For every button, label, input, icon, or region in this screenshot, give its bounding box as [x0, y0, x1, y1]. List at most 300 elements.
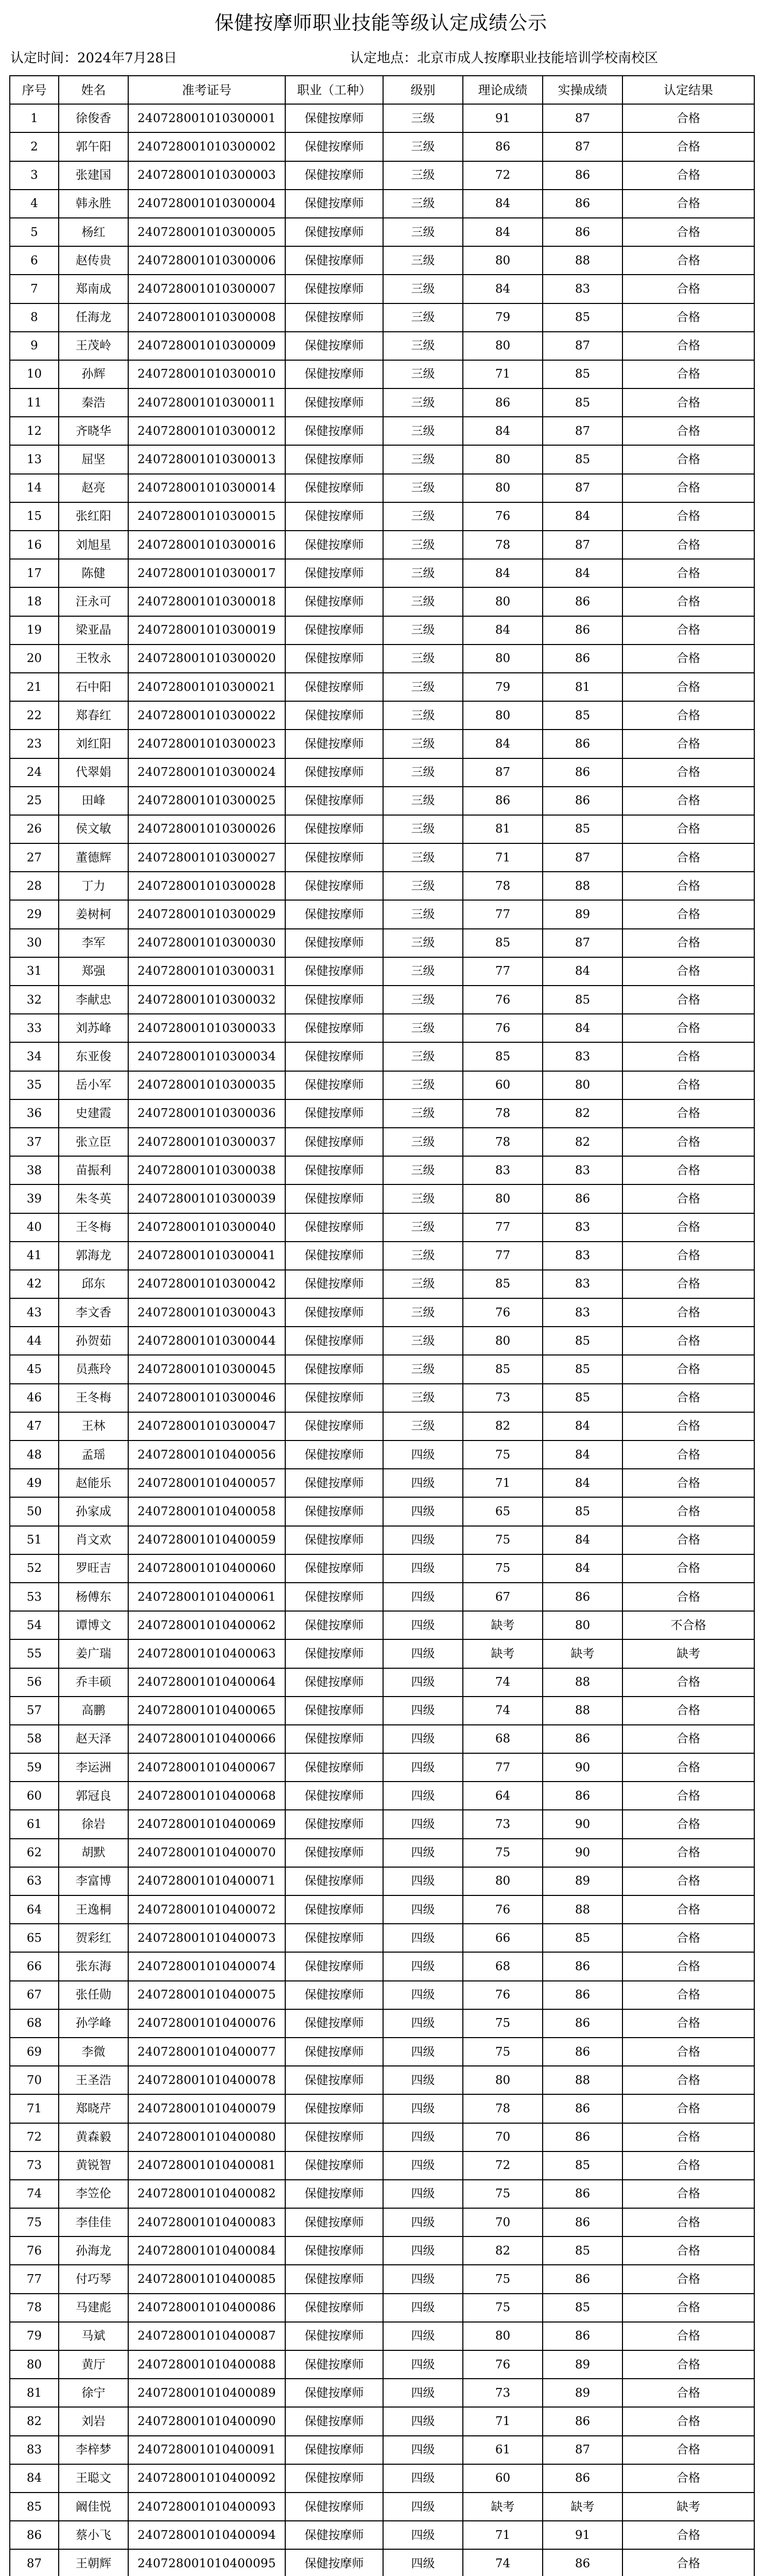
- table-row: [10, 531, 754, 559]
- header-ticket-number: 准考证号: [128, 76, 285, 104]
- cell-occupation: 保健按摩师: [285, 190, 383, 218]
- cell-name: 黄锐智: [59, 2151, 128, 2180]
- cell-ticket-number: 240728001010300044: [128, 1327, 285, 1355]
- cell-theory-score: 84: [463, 559, 543, 587]
- cell-occupation: 保健按摩师: [285, 1526, 383, 1554]
- cell-index: 20: [10, 645, 59, 673]
- cell-theory-score: 80: [463, 1327, 543, 1355]
- cell-occupation: 保健按摩师: [285, 1952, 383, 1980]
- cell-ticket-number: 240728001010300038: [128, 1156, 285, 1184]
- cell-name: 孟瑶: [59, 1440, 128, 1469]
- cell-level: 三级: [383, 1128, 463, 1156]
- table-row: [10, 190, 754, 218]
- cell-occupation: 保健按摩师: [285, 701, 383, 730]
- cell-level: 三级: [383, 303, 463, 332]
- cell-occupation: 保健按摩师: [285, 161, 383, 190]
- cell-practice-score: 86: [543, 2123, 622, 2151]
- cell-level: 三级: [383, 1071, 463, 1099]
- cell-index: 49: [10, 1469, 59, 1497]
- cell-index: 44: [10, 1327, 59, 1355]
- cell-name: 孙贺茹: [59, 1327, 128, 1355]
- table-row: [10, 787, 754, 815]
- table-row: [10, 2066, 754, 2094]
- cell-level: 四级: [383, 2208, 463, 2236]
- cell-name: 付巧琴: [59, 2265, 128, 2293]
- cell-index: 62: [10, 1839, 59, 1867]
- cell-practice-score: 86: [543, 587, 622, 616]
- cell-practice-score: 89: [543, 1867, 622, 1895]
- header-occupation: 职业（工种）: [285, 76, 383, 104]
- cell-theory-score: 77: [463, 1213, 543, 1242]
- cell-index: 4: [10, 190, 59, 218]
- cell-theory-score: 70: [463, 2208, 543, 2236]
- cell-practice-score: 86: [543, 2180, 622, 2208]
- table-row: [10, 1213, 754, 1242]
- table-row: [10, 872, 754, 900]
- cell-result: 合格: [622, 502, 754, 531]
- cell-practice-score: 81: [543, 673, 622, 701]
- cell-index: 43: [10, 1298, 59, 1327]
- cell-practice-score: 84: [543, 1554, 622, 1583]
- cell-name: 苗振利: [59, 1156, 128, 1184]
- cell-level: 四级: [383, 1753, 463, 1782]
- cell-result: 合格: [622, 531, 754, 559]
- cell-occupation: 保健按摩师: [285, 1440, 383, 1469]
- cell-level: 三级: [383, 1156, 463, 1184]
- cell-practice-score: 86: [543, 161, 622, 190]
- table-row: [10, 218, 754, 246]
- cell-practice-score: 87: [543, 104, 622, 132]
- cell-occupation: 保健按摩师: [285, 2009, 383, 2038]
- cell-practice-score: 89: [543, 900, 622, 928]
- cell-result: 合格: [622, 1753, 754, 1782]
- table-row: [10, 900, 754, 928]
- cell-practice-score: 89: [543, 2379, 622, 2407]
- cell-level: 三级: [383, 872, 463, 900]
- table-row: [10, 1639, 754, 1668]
- cell-occupation: 保健按摩师: [285, 2521, 383, 2549]
- cell-ticket-number: 240728001010300004: [128, 190, 285, 218]
- cell-ticket-number: 240728001010300041: [128, 1242, 285, 1270]
- cell-level: 四级: [383, 1867, 463, 1895]
- cell-level: 四级: [383, 1952, 463, 1980]
- cell-practice-score: 85: [543, 701, 622, 730]
- cell-name: 孙辉: [59, 360, 128, 388]
- cell-level: 三级: [383, 1042, 463, 1071]
- cell-occupation: 保健按摩师: [285, 2066, 383, 2094]
- cell-name: 徐俊香: [59, 104, 128, 132]
- table-row: [10, 1184, 754, 1213]
- cell-practice-score: 86: [543, 1981, 622, 2009]
- cell-name: 刘旭星: [59, 531, 128, 559]
- cell-level: 四级: [383, 1782, 463, 1810]
- cell-index: 2: [10, 132, 59, 161]
- cell-theory-score: 71: [463, 2521, 543, 2549]
- cell-practice-score: 87: [543, 843, 622, 872]
- cell-level: 四级: [383, 2066, 463, 2094]
- cell-result: 合格: [622, 1156, 754, 1184]
- cell-name: 胡默: [59, 1839, 128, 1867]
- cell-level: 四级: [383, 2407, 463, 2435]
- cell-index: 77: [10, 2265, 59, 2293]
- cell-name: 马建彪: [59, 2294, 128, 2322]
- cell-theory-score: 80: [463, 2066, 543, 2094]
- cell-practice-score: 87: [543, 474, 622, 502]
- cell-index: 16: [10, 531, 59, 559]
- cell-level: 三级: [383, 1099, 463, 1128]
- cell-result: 合格: [622, 1298, 754, 1327]
- table-row: [10, 1242, 754, 1270]
- cell-result: 合格: [622, 1014, 754, 1042]
- cell-result: 合格: [622, 1981, 754, 2009]
- cell-practice-score: 90: [543, 1810, 622, 1838]
- cell-occupation: 保健按摩师: [285, 1867, 383, 1895]
- cell-level: 三级: [383, 730, 463, 758]
- cell-result: 合格: [622, 1782, 754, 1810]
- cell-level: 四级: [383, 2379, 463, 2407]
- cell-level: 四级: [383, 1668, 463, 1697]
- cell-occupation: 保健按摩师: [285, 388, 383, 417]
- cell-theory-score: 71: [463, 1469, 543, 1497]
- table-row: [10, 1497, 754, 1526]
- cell-theory-score: 缺考: [463, 2493, 543, 2521]
- cell-practice-score: 85: [543, 1384, 622, 1412]
- cell-occupation: 保健按摩师: [285, 2038, 383, 2066]
- cell-name: 丁力: [59, 872, 128, 900]
- cell-occupation: 保健按摩师: [285, 1753, 383, 1782]
- cell-practice-score: 85: [543, 2236, 622, 2265]
- cell-ticket-number: 240728001010300008: [128, 303, 285, 332]
- cell-occupation: 保健按摩师: [285, 843, 383, 872]
- cell-theory-score: 86: [463, 132, 543, 161]
- cell-practice-score: 87: [543, 2436, 622, 2464]
- cell-name: 刘苏峰: [59, 1014, 128, 1042]
- cell-occupation: 保健按摩师: [285, 2322, 383, 2350]
- cell-ticket-number: 240728001010300025: [128, 787, 285, 815]
- cell-level: 三级: [383, 246, 463, 275]
- cell-practice-score: 85: [543, 1355, 622, 1383]
- cell-occupation: 保健按摩师: [285, 1497, 383, 1526]
- cell-index: 73: [10, 2151, 59, 2180]
- cell-theory-score: 75: [463, 2038, 543, 2066]
- cell-theory-score: 71: [463, 2407, 543, 2435]
- cell-theory-score: 60: [463, 2464, 543, 2493]
- cell-occupation: 保健按摩师: [285, 104, 383, 132]
- cell-practice-score: 85: [543, 360, 622, 388]
- cell-name: 王朝辉: [59, 2549, 128, 2576]
- cell-theory-score: 66: [463, 1924, 543, 1952]
- table-row: [10, 673, 754, 701]
- cell-level: 三级: [383, 1184, 463, 1213]
- cell-theory-score: 60: [463, 1071, 543, 1099]
- cell-ticket-number: 240728001010300006: [128, 246, 285, 275]
- cell-ticket-number: 240728001010400069: [128, 1810, 285, 1838]
- cell-theory-score: 76: [463, 1895, 543, 1924]
- cell-practice-score: 88: [543, 872, 622, 900]
- table-row: [10, 758, 754, 787]
- cell-level: 三级: [383, 161, 463, 190]
- cell-index: 61: [10, 1810, 59, 1838]
- cell-occupation: 保健按摩师: [285, 2379, 383, 2407]
- cell-practice-score: 86: [543, 1583, 622, 1611]
- cell-practice-score: 85: [543, 1924, 622, 1952]
- cell-index: 60: [10, 1782, 59, 1810]
- cell-occupation: 保健按摩师: [285, 2549, 383, 2576]
- cell-level: 四级: [383, 1639, 463, 1668]
- cell-ticket-number: 240728001010300046: [128, 1384, 285, 1412]
- cell-level: 三级: [383, 1412, 463, 1440]
- cell-index: 29: [10, 900, 59, 928]
- cell-result: 合格: [622, 1497, 754, 1526]
- cell-result: 合格: [622, 1469, 754, 1497]
- cell-result: 合格: [622, 929, 754, 957]
- cell-occupation: 保健按摩师: [285, 531, 383, 559]
- cell-occupation: 保健按摩师: [285, 645, 383, 673]
- cell-level: 三级: [383, 616, 463, 645]
- cell-ticket-number: 240728001010300034: [128, 1042, 285, 1071]
- table-row: [10, 1725, 754, 1753]
- cell-level: 三级: [383, 417, 463, 445]
- cell-index: 10: [10, 360, 59, 388]
- cell-name: 李笠伦: [59, 2180, 128, 2208]
- cell-name: 李献忠: [59, 986, 128, 1014]
- table-row: [10, 1298, 754, 1327]
- cell-occupation: 保健按摩师: [285, 957, 383, 986]
- cell-theory-score: 84: [463, 275, 543, 303]
- cell-ticket-number: 240728001010400094: [128, 2521, 285, 2549]
- table-row: [10, 2294, 754, 2322]
- cell-result: 合格: [622, 815, 754, 843]
- cell-level: 四级: [383, 1469, 463, 1497]
- cell-ticket-number: 240728001010300023: [128, 730, 285, 758]
- cell-practice-score: 86: [543, 2208, 622, 2236]
- cell-occupation: 保健按摩师: [285, 2208, 383, 2236]
- cell-level: 三级: [383, 673, 463, 701]
- cell-practice-score: 83: [543, 1270, 622, 1298]
- cell-theory-score: 76: [463, 1981, 543, 2009]
- cell-occupation: 保健按摩师: [285, 673, 383, 701]
- cell-level: 四级: [383, 2094, 463, 2123]
- cell-theory-score: 61: [463, 2436, 543, 2464]
- table-row: [10, 1697, 754, 1725]
- cell-practice-score: 缺考: [543, 1639, 622, 1668]
- cell-occupation: 保健按摩师: [285, 1042, 383, 1071]
- table-row: [10, 2123, 754, 2151]
- cell-index: 27: [10, 843, 59, 872]
- cell-name: 李富博: [59, 1867, 128, 1895]
- cell-index: 33: [10, 1014, 59, 1042]
- cell-theory-score: 76: [463, 502, 543, 531]
- cell-theory-score: 85: [463, 1270, 543, 1298]
- cell-index: 22: [10, 701, 59, 730]
- cell-practice-score: 86: [543, 730, 622, 758]
- cell-name: 张立臣: [59, 1128, 128, 1156]
- cell-result: 合格: [622, 104, 754, 132]
- cell-occupation: 保健按摩师: [285, 445, 383, 473]
- cell-practice-score: 87: [543, 929, 622, 957]
- cell-practice-score: 84: [543, 957, 622, 986]
- cell-result: 合格: [622, 1839, 754, 1867]
- cell-name: 史建霞: [59, 1099, 128, 1128]
- cell-ticket-number: 240728001010400057: [128, 1469, 285, 1497]
- cell-result: 合格: [622, 2066, 754, 2094]
- cell-theory-score: 76: [463, 1014, 543, 1042]
- table-row: [10, 929, 754, 957]
- table-row: [10, 2038, 754, 2066]
- cell-result: 合格: [622, 1952, 754, 1980]
- results-table: [9, 75, 755, 2576]
- cell-practice-score: 88: [543, 246, 622, 275]
- cell-ticket-number: 240728001010300003: [128, 161, 285, 190]
- cell-result: 合格: [622, 1042, 754, 1071]
- table-row: [10, 1526, 754, 1554]
- cell-occupation: 保健按摩师: [285, 2123, 383, 2151]
- assessment-location: 认定地点：北京市成人按摩职业技能培训学校南校区: [350, 50, 659, 66]
- cell-occupation: 保健按摩师: [285, 1213, 383, 1242]
- cell-result: 缺考: [622, 2493, 754, 2521]
- table-row: [10, 388, 754, 417]
- cell-name: 郑晓芹: [59, 2094, 128, 2123]
- cell-theory-score: 80: [463, 332, 543, 360]
- table-row: [10, 1014, 754, 1042]
- cell-name: 王林: [59, 1412, 128, 1440]
- cell-name: 张东海: [59, 1952, 128, 1980]
- cell-practice-score: 84: [543, 1526, 622, 1554]
- table-row: [10, 2265, 754, 2293]
- cell-result: 缺考: [622, 1639, 754, 1668]
- cell-ticket-number: 240728001010400056: [128, 1440, 285, 1469]
- table-row: [10, 474, 754, 502]
- cell-name: 李军: [59, 929, 128, 957]
- table-row: [10, 246, 754, 275]
- cell-result: 合格: [622, 275, 754, 303]
- cell-name: 员燕玲: [59, 1355, 128, 1383]
- table-row: [10, 2549, 754, 2576]
- cell-occupation: 保健按摩师: [285, 1639, 383, 1668]
- cell-level: 四级: [383, 1526, 463, 1554]
- table-row: [10, 986, 754, 1014]
- cell-index: 31: [10, 957, 59, 986]
- cell-occupation: 保健按摩师: [285, 1184, 383, 1213]
- table-row: [10, 1753, 754, 1782]
- cell-occupation: 保健按摩师: [285, 1242, 383, 1270]
- cell-index: 28: [10, 872, 59, 900]
- cell-ticket-number: 240728001010400065: [128, 1697, 285, 1725]
- cell-result: 合格: [622, 559, 754, 587]
- cell-ticket-number: 240728001010400068: [128, 1782, 285, 1810]
- cell-theory-score: 84: [463, 218, 543, 246]
- cell-index: 12: [10, 417, 59, 445]
- cell-ticket-number: 240728001010400058: [128, 1497, 285, 1526]
- cell-practice-score: 89: [543, 2350, 622, 2379]
- cell-occupation: 保健按摩师: [285, 929, 383, 957]
- cell-name: 郭午阳: [59, 132, 128, 161]
- table-row: [10, 360, 754, 388]
- cell-ticket-number: 240728001010300021: [128, 673, 285, 701]
- table-row: [10, 1554, 754, 1583]
- cell-index: 85: [10, 2493, 59, 2521]
- cell-result: 合格: [622, 1384, 754, 1412]
- cell-name: 刘红阳: [59, 730, 128, 758]
- cell-practice-score: 83: [543, 1042, 622, 1071]
- cell-result: 合格: [622, 2294, 754, 2322]
- table-row: [10, 1924, 754, 1952]
- cell-name: 杨傅东: [59, 1583, 128, 1611]
- cell-ticket-number: 240728001010300032: [128, 986, 285, 1014]
- table-row: [10, 2094, 754, 2123]
- cell-index: 6: [10, 246, 59, 275]
- cell-occupation: 保健按摩师: [285, 246, 383, 275]
- assessment-date: 认定时间：2024年7月28日: [10, 50, 177, 66]
- cell-occupation: 保健按摩师: [285, 1810, 383, 1838]
- cell-index: 17: [10, 559, 59, 587]
- cell-result: 合格: [622, 474, 754, 502]
- cell-index: 7: [10, 275, 59, 303]
- table-row: [10, 1952, 754, 1980]
- cell-index: 54: [10, 1611, 59, 1639]
- cell-result: 合格: [622, 1725, 754, 1753]
- cell-practice-score: 88: [543, 1668, 622, 1697]
- cell-theory-score: 77: [463, 900, 543, 928]
- cell-result: 合格: [622, 2180, 754, 2208]
- cell-level: 三级: [383, 587, 463, 616]
- cell-index: 15: [10, 502, 59, 531]
- cell-occupation: 保健按摩师: [285, 1469, 383, 1497]
- cell-level: 四级: [383, 2464, 463, 2493]
- cell-index: 81: [10, 2379, 59, 2407]
- cell-result: 合格: [622, 2123, 754, 2151]
- cell-level: 三级: [383, 218, 463, 246]
- cell-ticket-number: 240728001010300014: [128, 474, 285, 502]
- cell-practice-score: 86: [543, 2549, 622, 2576]
- cell-occupation: 保健按摩师: [285, 2464, 383, 2493]
- cell-result: 合格: [622, 2379, 754, 2407]
- cell-result: 合格: [622, 2265, 754, 2293]
- cell-ticket-number: 240728001010300028: [128, 872, 285, 900]
- header-index: 序号: [10, 76, 59, 104]
- cell-practice-score: 86: [543, 2265, 622, 2293]
- cell-result: 合格: [622, 445, 754, 473]
- cell-occupation: 保健按摩师: [285, 1412, 383, 1440]
- cell-level: 三级: [383, 957, 463, 986]
- cell-ticket-number: 240728001010400061: [128, 1583, 285, 1611]
- cell-result: 合格: [622, 2151, 754, 2180]
- cell-practice-score: 86: [543, 2407, 622, 2435]
- table-row: [10, 1440, 754, 1469]
- cell-practice-score: 83: [543, 275, 622, 303]
- cell-name: 乔丰硕: [59, 1668, 128, 1697]
- table-row: [10, 1384, 754, 1412]
- cell-practice-score: 85: [543, 2151, 622, 2180]
- cell-ticket-number: 240728001010300037: [128, 1128, 285, 1156]
- table-row: [10, 2464, 754, 2493]
- cell-occupation: 保健按摩师: [285, 587, 383, 616]
- cell-level: 三级: [383, 787, 463, 815]
- cell-level: 三级: [383, 1384, 463, 1412]
- cell-theory-score: 77: [463, 957, 543, 986]
- cell-ticket-number: 240728001010300036: [128, 1099, 285, 1128]
- cell-result: 合格: [622, 2549, 754, 2576]
- cell-result: 合格: [622, 587, 754, 616]
- cell-index: 35: [10, 1071, 59, 1099]
- cell-name: 邱东: [59, 1270, 128, 1298]
- cell-index: 68: [10, 2009, 59, 2038]
- cell-theory-score: 85: [463, 929, 543, 957]
- cell-level: 三级: [383, 986, 463, 1014]
- cell-index: 58: [10, 1725, 59, 1753]
- cell-theory-score: 65: [463, 1497, 543, 1526]
- cell-index: 71: [10, 2094, 59, 2123]
